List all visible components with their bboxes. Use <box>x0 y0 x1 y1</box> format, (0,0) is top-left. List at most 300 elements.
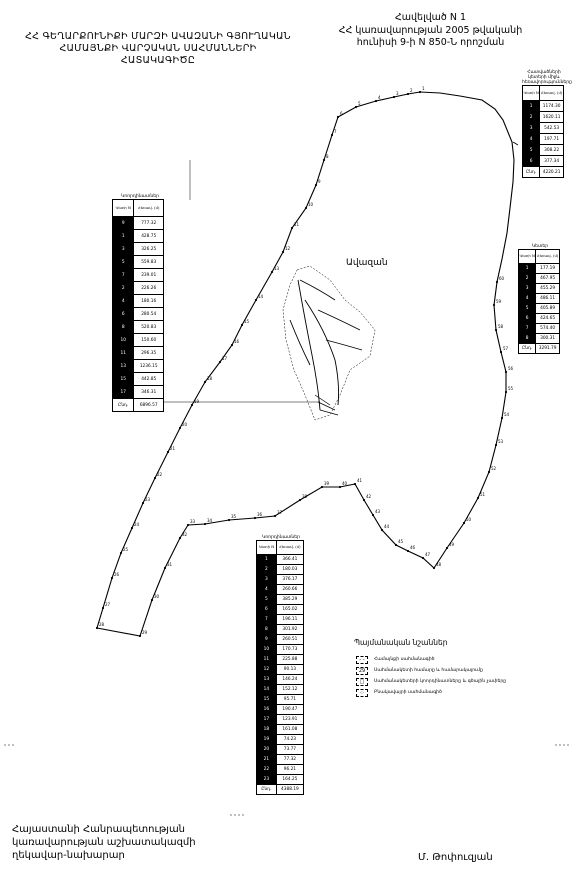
boundary-point-label: 37 <box>277 510 283 515</box>
boundary-point-label: 41 <box>357 478 363 483</box>
boundary-point-label: 33 <box>190 519 196 524</box>
table-row <box>519 324 560 334</box>
table-caption: Կոորդինատներ <box>121 194 159 199</box>
table-row <box>519 304 560 314</box>
boundary-point-label: 39 <box>324 481 330 486</box>
boundary-point-marker <box>204 523 206 525</box>
boundary-point-marker <box>381 529 383 531</box>
table-row <box>519 334 560 344</box>
distance-cell: 1174.30 <box>540 101 564 112</box>
boundary-point-marker <box>337 116 339 118</box>
legend-symbol-icon: ·:· <box>356 689 368 697</box>
table-row <box>257 665 304 675</box>
boundary-point-label: 8 <box>326 154 329 159</box>
coordinates-table-left <box>112 194 168 412</box>
boundary-point-marker <box>274 515 276 517</box>
boundary-point-label: 21 <box>170 446 176 451</box>
boundary-point-marker <box>488 471 490 473</box>
point-number-cell: 15 <box>113 373 134 386</box>
point-number-cell: 4 <box>523 134 540 145</box>
legend-title: Պայմանական նշաններ <box>354 638 448 647</box>
boundary-point-marker <box>477 497 479 499</box>
table-caption: Կոորդինատներ <box>262 535 300 540</box>
legend-item <box>356 665 556 676</box>
point-number-cell: 22 <box>257 765 277 775</box>
table-row <box>257 775 304 785</box>
boundary-point-label: 48 <box>436 562 442 567</box>
boundary-point-marker <box>505 371 507 373</box>
boundary-point-label: 23 <box>145 497 151 502</box>
boundary-point-label: 38 <box>302 494 308 499</box>
boundary-point-marker <box>179 427 181 429</box>
boundary-point-label: 30 <box>154 594 160 599</box>
boundary-point-marker <box>305 207 307 209</box>
distance-cell: 280.54 <box>134 308 164 321</box>
total-value-cell: 3291.79 <box>536 344 560 354</box>
boundary-point-label: 46 <box>410 545 416 550</box>
table-header-row <box>257 541 304 555</box>
boundary-spur <box>513 142 518 145</box>
table-row <box>519 264 560 274</box>
legend-symbol-icon: - - <box>356 656 368 664</box>
table-row <box>257 585 304 595</box>
point-number-cell: 2 <box>113 282 134 295</box>
distance-cell: 301.92 <box>276 625 303 635</box>
boundary-point-marker <box>231 344 233 346</box>
distance-cell: 226.26 <box>134 282 164 295</box>
legend-label: Սահմանակետերի կոորդինատները և գծային չափերը <box>374 679 507 684</box>
boundary-point-marker <box>102 607 104 609</box>
boundary-point-label: 54 <box>504 412 510 417</box>
boundary-point-label: 11 <box>294 222 300 227</box>
boundary-point-label: 6 <box>340 111 343 116</box>
point-number-cell: 1 <box>257 555 277 565</box>
boundary-point-marker <box>321 486 323 488</box>
point-number-cell: 16 <box>257 705 277 715</box>
table-row <box>257 765 304 775</box>
boundary-point-label: 51 <box>480 492 486 497</box>
point-number-cell: 3 <box>519 284 536 294</box>
point-number-cell: 9 <box>257 635 277 645</box>
point-number-cell: 21 <box>257 755 277 765</box>
table-row <box>257 655 304 665</box>
table-row <box>257 725 304 735</box>
point-number-cell: 10 <box>113 334 134 347</box>
point-number-cell: 7 <box>519 324 536 334</box>
boundary-point-label: 29 <box>142 630 148 635</box>
appendix-decision-line-2: hունիսի 9-ի N 850-Ն որոշման <box>356 37 505 48</box>
legend-symbol-icon: 29 <box>356 667 368 675</box>
boundary-point-marker <box>120 552 122 554</box>
table-row <box>523 134 564 145</box>
boundary-point-marker <box>323 159 325 161</box>
boundary-point-label: 18 <box>207 376 213 381</box>
point-number-cell: 3 <box>257 575 277 585</box>
point-number-cell: 11 <box>113 347 134 360</box>
boundary-point-label: 47 <box>425 552 431 557</box>
distance-cell: 123.91 <box>276 715 303 725</box>
boundary-point-marker <box>151 599 153 601</box>
boundary-point-label: 34 <box>207 518 213 523</box>
appendix-decision-line-1: ՀՀ կառավարության 2005 թվականի <box>338 24 523 36</box>
distance-cell: 559.83 <box>134 256 164 269</box>
boundary-point-label: 3 <box>396 91 399 96</box>
boundary-point-label: 56 <box>508 366 514 371</box>
point-number-cell: 1 <box>523 101 540 112</box>
boundary-point-label: 15 <box>244 319 250 324</box>
boundary-point-marker <box>154 477 156 479</box>
table-row <box>523 123 564 134</box>
table-row <box>257 695 304 705</box>
table-header-cell: Հեռավ. (մ) <box>276 541 303 555</box>
point-number-cell: 19 <box>257 735 277 745</box>
legend-item <box>356 654 556 665</box>
boundary-point-marker <box>355 106 357 108</box>
boundary-point-label: 9 <box>318 179 321 184</box>
boundary-point-label: 49 <box>449 542 455 547</box>
table-header-cell: Կետի N <box>113 200 134 217</box>
table-row <box>523 145 564 156</box>
total-label-cell: Ընդ. <box>523 167 540 178</box>
boundary-point-marker <box>219 361 221 363</box>
legend-symbol-icon: □ <box>356 678 368 686</box>
distance-cell: 74.23 <box>276 735 303 745</box>
point-number-cell: 2 <box>519 274 536 284</box>
table-row <box>519 274 560 284</box>
coordinates-table-top-right <box>522 70 572 178</box>
distance-cell: 197.71 <box>540 134 564 145</box>
point-number-cell: 5 <box>519 304 536 314</box>
map-title-line-3: ՀԱՏԱԿԱԳԻԾԸ <box>120 55 196 66</box>
total-value-cell: 4220.21 <box>540 167 564 178</box>
distance-cell: 376.17 <box>276 575 303 585</box>
table-row <box>113 295 164 308</box>
boundary-point-label: 10 <box>308 202 314 207</box>
point-number-cell: 6 <box>519 314 536 324</box>
boundary-point-label: 27 <box>105 602 111 607</box>
distance-cell: 542.53 <box>540 123 564 134</box>
distance-cell: 90.13 <box>276 665 303 675</box>
table-row <box>113 230 164 243</box>
table-row <box>257 735 304 745</box>
table-row <box>113 347 164 360</box>
total-label-cell: Ընդ. <box>257 785 277 795</box>
table-row <box>257 605 304 615</box>
distance-cell: 152.12 <box>276 685 303 695</box>
point-number-cell: 8 <box>519 334 536 344</box>
point-number-cell: 8 <box>113 321 134 334</box>
table-row <box>257 705 304 715</box>
table-row <box>257 595 304 605</box>
distance-cell: 177.19 <box>536 264 560 274</box>
boundary-point-marker <box>363 499 365 501</box>
table-caption: Հատվածների կետերի միջև հեռավորությունները <box>522 70 572 85</box>
total-value-cell: 6896.57 <box>134 399 164 412</box>
distance-cell: 366.41 <box>276 555 303 565</box>
table-total-row <box>257 785 304 795</box>
distance-cell: 95.71 <box>276 695 303 705</box>
distance-cell: 180.16 <box>134 295 164 308</box>
point-number-cell: 6 <box>523 156 540 167</box>
boundary-point-label: 7 <box>334 129 337 134</box>
distance-cell: 1620.11 <box>540 112 564 123</box>
boundary-point-marker <box>495 329 497 331</box>
boundary-point-marker <box>299 499 301 501</box>
total-label-cell: Ընդ. <box>113 399 134 412</box>
point-number-cell: 4 <box>257 585 277 595</box>
signature-title-line-1: Հայաստանի Հանրապետության <box>12 824 186 835</box>
distance-cell: 424.65 <box>536 314 560 324</box>
boundary-point-marker <box>164 567 166 569</box>
boundary-point-label: 57 <box>503 346 509 351</box>
coordinates-table-bottom <box>256 535 306 795</box>
distance-cell: 73.77 <box>276 745 303 755</box>
legend-item <box>356 676 556 687</box>
distance-cell: 308.22 <box>540 145 564 156</box>
distance-cell: 161.08 <box>276 725 303 735</box>
point-number-cell: 13 <box>113 360 134 373</box>
table-row <box>113 360 164 373</box>
boundary-point-marker <box>315 184 317 186</box>
point-number-cell: 5 <box>113 256 134 269</box>
boundary-point-label: 28 <box>99 622 105 627</box>
distance-cell: 170.73 <box>276 645 303 655</box>
boundary-point-marker <box>395 544 397 546</box>
table-total-row <box>113 399 164 412</box>
distance-cell: 455.29 <box>536 284 560 294</box>
boundary-point-marker <box>500 351 502 353</box>
boundary-point-marker <box>291 227 293 229</box>
distance-cell: 239.01 <box>134 269 164 282</box>
point-number-cell: 6 <box>257 605 277 615</box>
table-row <box>113 256 164 269</box>
boundary-point-label: 45 <box>398 539 404 544</box>
table-total-row <box>519 344 560 354</box>
distance-cell: 180.03 <box>276 565 303 575</box>
distance-cell: 405.89 <box>536 304 560 314</box>
table-row <box>257 615 304 625</box>
distance-cell: 77.32 <box>276 755 303 765</box>
distance-cell: 225.88 <box>276 655 303 665</box>
boundary-point-label: 2 <box>410 88 413 93</box>
boundary-point-label: 4 <box>378 95 381 100</box>
boundary-point-label: 58 <box>498 324 504 329</box>
table-row <box>113 243 164 256</box>
boundary-point-marker <box>187 524 189 526</box>
coordinates-table <box>522 85 564 178</box>
point-number-cell: 8 <box>257 625 277 635</box>
boundary-point-marker <box>463 522 465 524</box>
boundary-point-marker <box>179 537 181 539</box>
boundary-point-marker <box>241 324 243 326</box>
table-row <box>113 282 164 295</box>
point-number-cell: 2 <box>523 112 540 123</box>
distance-cell: 777.32 <box>134 217 164 230</box>
point-number-cell: 18 <box>257 725 277 735</box>
boundary-point-marker <box>96 627 98 629</box>
table-row <box>257 575 304 585</box>
table-row <box>519 314 560 324</box>
point-number-cell: 17 <box>257 715 277 725</box>
point-number-cell: 11 <box>257 655 277 665</box>
distance-cell: 146.24 <box>276 675 303 685</box>
boundary-point-marker <box>354 483 356 485</box>
table-header-row <box>523 86 564 101</box>
table-row <box>257 635 304 645</box>
boundary-point-marker <box>407 550 409 552</box>
distance-cell: 150.60 <box>134 334 164 347</box>
table-row <box>257 625 304 635</box>
legend-label: Բնակավայրի սահմանագիծ <box>374 690 442 695</box>
table-row <box>113 321 164 334</box>
table-row <box>113 217 164 230</box>
point-number-cell: 10 <box>257 645 277 655</box>
table-row <box>113 373 164 386</box>
table-row <box>523 101 564 112</box>
distance-cell: 385.29 <box>276 595 303 605</box>
point-number-cell: 1 <box>519 264 536 274</box>
boundary-point-marker <box>372 514 374 516</box>
point-number-cell: 5 <box>523 145 540 156</box>
distance-cell: 190.47 <box>276 705 303 715</box>
distance-cell: 296.35 <box>134 347 164 360</box>
distance-cell: 164.25 <box>276 775 303 785</box>
boundary-point-marker <box>496 281 498 283</box>
boundary-point-label: 55 <box>508 386 514 391</box>
table-row <box>257 565 304 575</box>
distance-cell: 346.31 <box>134 386 164 399</box>
boundary-point-label: 60 <box>499 276 505 281</box>
boundary-point-label: 50 <box>466 517 472 522</box>
table-row <box>257 745 304 755</box>
boundary-point-label: 24 <box>134 522 140 527</box>
boundary-point-label: 36 <box>257 512 263 517</box>
boundary-point-label: 32 <box>182 532 188 537</box>
boundary-point-label: 25 <box>123 547 129 552</box>
map-title-line-1: ՀՀ ԳԵՂԱՐՔՈՒՆԻՔԻ ՄԱՐԶԻ ԱՎԱԶԱՆԻ ԳՅՈՒՂԱԿԱՆ <box>25 31 291 42</box>
total-label-cell: Ընդ. <box>519 344 536 354</box>
boundary-point-label: 13 <box>274 266 280 271</box>
boundary-point-marker <box>339 486 341 488</box>
distance-cell: 326.25 <box>134 243 164 256</box>
boundary-point-label: 26 <box>114 572 120 577</box>
table-header-cell: Հեռավ. (մ) <box>134 200 164 217</box>
table-header-cell: Կետի N <box>257 541 277 555</box>
distance-cell: 300.31 <box>536 334 560 344</box>
boundary-point-marker <box>204 381 206 383</box>
table-total-row <box>523 167 564 178</box>
signature-title-line-2: կառավարության աշխատակազմի <box>12 837 196 848</box>
map-title-line-2: ՀԱՄԱՅՆՔԻ ՎԱՐՉԱԿԱՆ ՍԱՀՄԱՆՆԵՐԻ <box>59 43 257 54</box>
coordinates-table <box>256 540 304 795</box>
boundary-point-marker <box>393 96 395 98</box>
boundary-point-marker <box>501 417 503 419</box>
boundary-point-label: 14 <box>258 294 264 299</box>
point-number-cell: 13 <box>257 675 277 685</box>
boundary-point-label: 35 <box>231 514 237 519</box>
table-row <box>257 645 304 655</box>
boundary-point-marker <box>375 100 377 102</box>
total-value-cell: 4388.19 <box>276 785 303 795</box>
boundary-point-marker <box>419 91 421 93</box>
boundary-point-marker <box>111 577 113 579</box>
point-number-cell: 7 <box>257 615 277 625</box>
distance-cell: 377.34 <box>540 156 564 167</box>
table-row <box>257 715 304 725</box>
table-row <box>113 269 164 282</box>
point-number-cell: 1 <box>113 230 134 243</box>
legend-label: Համայնքի սահմանագիծ <box>374 657 435 662</box>
boundary-point-marker <box>422 557 424 559</box>
distance-cell: 467.95 <box>536 274 560 284</box>
coordinates-table <box>112 199 164 412</box>
table-row <box>523 156 564 167</box>
table-row <box>257 755 304 765</box>
distance-cell: 520.83 <box>134 321 164 334</box>
boundary-point-label: 12 <box>285 246 291 251</box>
point-number-cell: 15 <box>257 695 277 705</box>
boundary-point-marker <box>139 635 141 637</box>
boundary-point-label: 5 <box>358 101 361 106</box>
boundary-point-marker <box>191 404 193 406</box>
table-row <box>257 685 304 695</box>
table-header-row <box>113 200 164 217</box>
point-number-cell: 7 <box>113 269 134 282</box>
boundary-point-label: 42 <box>366 494 372 499</box>
boundary-point-label: 59 <box>496 299 502 304</box>
distance-cell: 196.11 <box>276 615 303 625</box>
boundary-point-label: 1 <box>422 86 425 91</box>
table-row <box>519 284 560 294</box>
internal-roads <box>290 280 362 410</box>
legend <box>356 654 556 698</box>
boundary-point-marker <box>407 93 409 95</box>
boundary-point-marker <box>254 517 256 519</box>
table-header-cell: Կետի N <box>519 250 536 264</box>
boundary-point-label: 19 <box>194 399 200 404</box>
distance-cell: 486.11 <box>536 294 560 304</box>
point-number-cell: 5 <box>257 595 277 605</box>
table-row <box>257 675 304 685</box>
boundary-point-label: 52 <box>491 466 497 471</box>
point-number-cell: 6 <box>113 308 134 321</box>
table-header-cell: Հեռավ. (մ) <box>536 250 560 264</box>
distance-cell: 260.66 <box>276 585 303 595</box>
point-number-cell: 9 <box>113 217 134 230</box>
boundary-point-marker <box>505 391 507 393</box>
boundary-point-marker <box>433 567 435 569</box>
coordinates-table-mid-right <box>518 244 562 354</box>
appendix-number: Հավելված N 1 <box>394 12 467 23</box>
boundary-point-label: 22 <box>157 472 163 477</box>
boundary-point-label: 53 <box>498 439 504 444</box>
point-number-cell: 3 <box>113 243 134 256</box>
table-row <box>523 112 564 123</box>
boundary-point-label: 31 <box>167 562 173 567</box>
boundary-point-marker <box>331 134 333 136</box>
table-caption: Կետեր <box>531 244 549 249</box>
table-header-row <box>519 250 560 264</box>
boundary-point-marker <box>255 299 257 301</box>
coordinates-table <box>518 249 560 354</box>
boundary-point-label: 17 <box>222 356 228 361</box>
legend-item <box>356 687 556 698</box>
boundary-point-marker <box>228 519 230 521</box>
signature-title-line-3: ղեկավար-նախարար <box>12 850 125 861</box>
boundary-point-marker <box>271 271 273 273</box>
boundary-point-label: 43 <box>375 509 381 514</box>
boundary-point-marker <box>131 527 133 529</box>
